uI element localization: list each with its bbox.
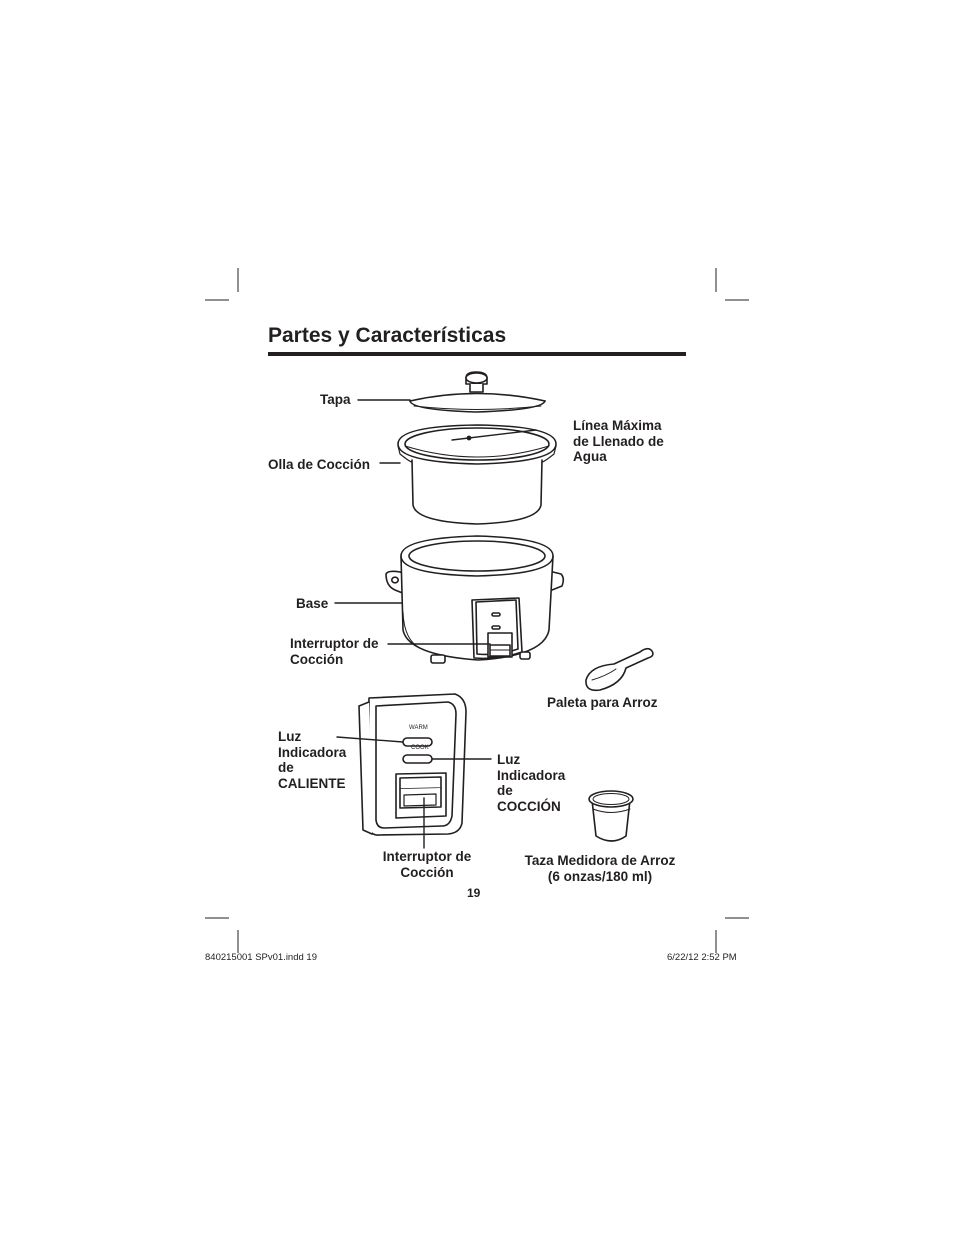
label-lid: Tapa [320,392,351,407]
lid-illustration [410,372,545,412]
page-number: 19 [467,886,481,900]
pot-illustration [398,425,556,524]
label-cook-light: Luz Indicadora de COCCIÓN [497,752,566,814]
panel-warm-text: WARM [409,725,428,731]
label-measuring-cup-line1: Taza Medidora de Arroz [524,853,676,868]
label-cooking-pot: Olla de Cocción [268,457,371,472]
label-cook-switch: Interruptor de Cocción [290,636,379,667]
label-measuring-cup [510,853,690,884]
panel-cook-text: COOK [411,745,429,751]
label-rice-paddle: Paleta para Arroz [547,695,658,710]
control-panel-illustration [359,694,466,835]
label-measuring-cup-line2: (6 onzas/180 ml) [547,868,653,884]
measuring-cup-illustration [589,791,633,841]
label-warm-light: Luz Indicadora de CALIENTE [278,729,347,791]
label-base: Base [296,596,329,611]
rice-paddle-illustration [586,649,653,691]
label-cook-switch-detail: Interruptor de Cocción [382,849,472,880]
footer-timestamp: 6/22/12 2:52 PM [667,952,737,963]
page-title: Partes y Características [268,324,507,347]
footer-file-info: 840215001 SPv01.indd 19 [205,952,317,963]
label-max-fill-line: Línea Máxima de Llenado de Agua [573,418,664,464]
